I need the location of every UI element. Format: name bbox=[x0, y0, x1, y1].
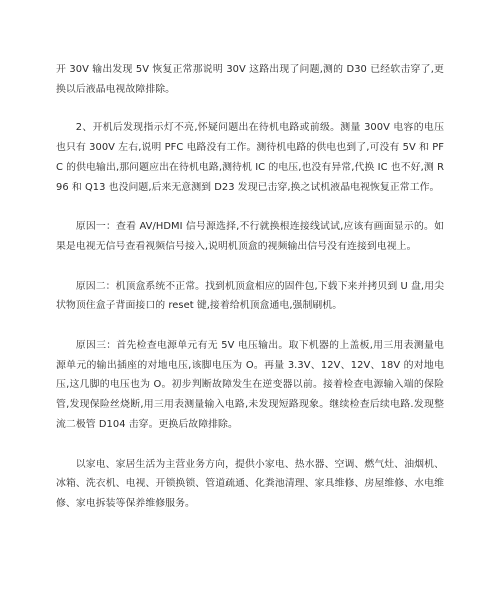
paragraph-repair-case-2: 2、开机后发现指示灯不亮,怀疑问题出在待机电路或前级。测量 300V 电容的电压也只有 300V 左右,说明 PFC 电路没有工作。测待机电路的供电也到了,可没有 5V 和 PFC 的供电输出,那问题应出在待机电路,测待机 IC 的电压,也没有异常,代换 IC 也不好,测 R96 和 Q13 也没问题,后来无意测到 D23 发现已击穿,换之试机液晶电视恢复正常工作。 bbox=[56, 122, 444, 193]
paragraph-cause-2: 原因二：机顶盒系统不正常。找到机顶盒相应的固件包,下载下来并拷贝到 U 盘,用尖状物顶住盒子背面接口的 reset 键,接着给机顶盒通电,强制刷机。 bbox=[56, 280, 444, 312]
paragraph-cause-1: 原因一：查看 AV/HDMI 信号源选择,不行就换根连接线试试,应该有画面显示的。如果是电视无信号查看视频信号接入,说明机顶盒的视频输出信号没有连接到电视上。 bbox=[56, 221, 444, 252]
paragraph-cause-3: 原因三：首先检查电源单元有无 5V 电压输出。取下机器的上盖板,用三用表测量电源单元的输出插座的对地电压,该脚电压为 O。再量 3.3V、12V、12V、18V 的对地电压,这几脚的电压也为 O。初步判断故障发生在逆变器以前。接着检查电源输入端的保险管,发现保险丝烧断,用三用表测量输入电路,未发现短路现象。继续检查后续电路.发现整流二极管 D104 击穿。更换后故障排除。 bbox=[56, 340, 444, 430]
paragraph-continuation: 开 30V 输出发现 5V 恢复正常那说明 30V 这路出现了问题,测的 D30 已经软击穿了,更换以后液晶电视故障排除。 bbox=[56, 64, 444, 95]
paragraph-service-intro: 以家电、家居生活为主营业务方向，提供小家电、热水器、空调、燃气灶、油烟机、冰箱、洗衣机、电视、开锁换锁、管道疏通、化粪池清理、家具维修、房屋维修、水电维修、家电拆装等保养维修服务。 bbox=[56, 458, 444, 509]
